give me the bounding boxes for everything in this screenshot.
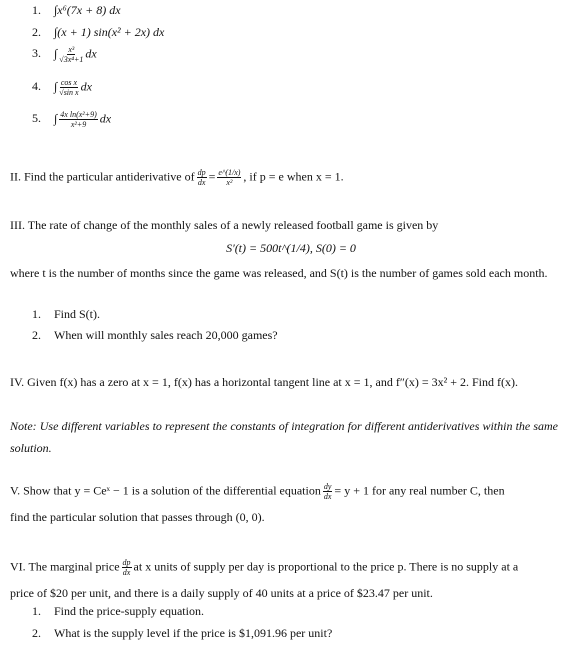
problem-2: II. Find the particular antiderivative of $\frac{dp}{dx}$ = $\frac{e\^{}(1/x)}{\text{x²}}$ , if p = e when x = 1. xyxy=(10,168,344,187)
problem-5-line2: find the particular solution that passes through (0, 0). xyxy=(10,510,265,524)
fraction: $\frac{\text{4x ln(x²+9)}}{\text{x²+9}}$ xyxy=(60,110,97,129)
problem-3-item-1: 1. Find S(t). xyxy=(32,307,101,321)
problem-3-equation: S′(t) = 500t^(1/4), S(0) = 0 xyxy=(226,241,356,255)
problem-1-3: 3. ∫ $\frac{\text{x³}}{\text{√3x⁴+1}}$ dx xyxy=(32,45,97,64)
fraction: $\frac{\text{x³}}{\text{√3x⁴+1}}$ xyxy=(59,45,84,64)
problem-3-description: where t is the number of months since the game was released, and S(t) is the number of games sold each month. xyxy=(10,266,548,280)
problem-6-line2: price of $20 per unit, and there is a daily supply of 40 units at a price of $23.47 per unit. xyxy=(10,586,433,600)
problem-6-item-2: 2. What is the supply level if the price is $1,091.96 per unit? xyxy=(32,626,333,640)
fraction-dp-dx: $\frac{dp}{dx}$ xyxy=(197,168,206,187)
problem-3-lead: III. The rate of change of the monthly sales of a newly released football game is given by xyxy=(10,218,439,232)
problem-4-note: Note: Use different variables to represent the constants of integration for different antiderivatives within the same solution. xyxy=(10,419,558,455)
problem-6: VI. The marginal price $\frac{dp}{dx}$ at x units of supply per day is proportional to the price p. There is no supply at a xyxy=(10,558,519,577)
fraction-dy-dx: $\frac{dy}{dx}$ xyxy=(323,482,332,501)
problem-1-1: 1. ∫x⁶(7x + 8) dx xyxy=(32,3,121,17)
problem-4-lead: IV. Given f(x) has a zero at x = 1, f(x) has a horizontal tangent line at x = 1, and f″(x) = 3x² + 2. Find f(x). xyxy=(10,375,518,389)
fraction: $\frac{\text{cos x}}{\text{√sin x}}$ xyxy=(59,78,79,97)
fraction-integrand: $\frac{e\^{}(1/x)}{\text{x²}}$ xyxy=(218,168,241,187)
problem-1-4: 4. ∫ $\frac{\text{cos x}}{\text{√sin x}}$ dx xyxy=(32,78,92,97)
fraction-dp-dx: $\frac{dp}{dx}$ xyxy=(122,558,131,577)
problem-1-5: 5. ∫ $\frac{\text{4x ln(x²+9)}}{\text{x²+9}}$ dx xyxy=(32,110,112,129)
problem-1-2: 2. ∫(x + 1) sin(x² + 2x) dx xyxy=(32,25,165,39)
problem-6-item-1: 1. Find the price-supply equation. xyxy=(32,604,204,618)
problem-5: V. Show that y = Ceˣ − 1 is a solution of the differential equation $\frac{dy}{dx}$ = y + 1 for any real number C, then xyxy=(10,482,505,501)
problem-3-item-2: 2. When will monthly sales reach 20,000 games? xyxy=(32,328,278,342)
